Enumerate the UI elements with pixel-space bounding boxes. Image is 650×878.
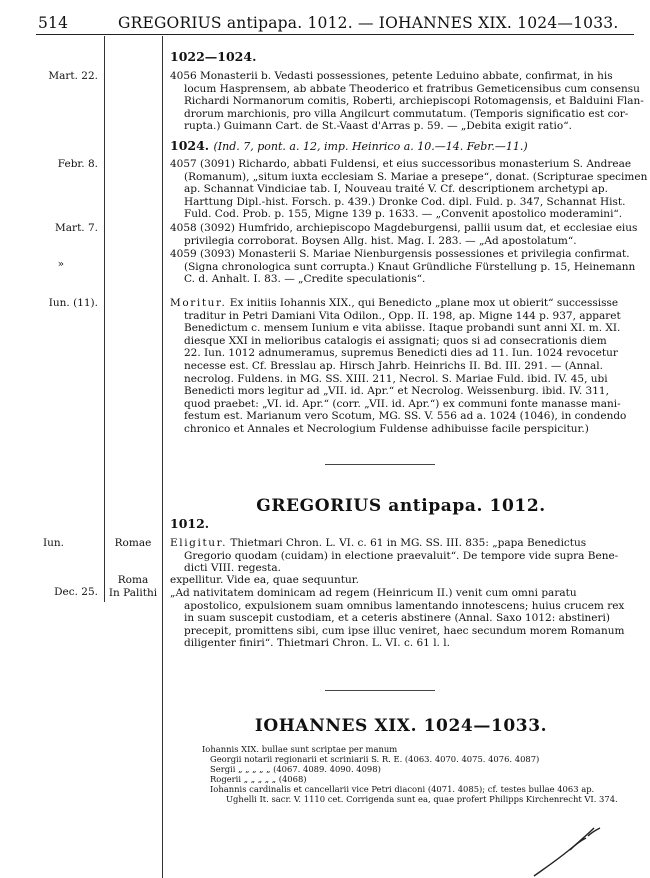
year-heading-1024: 1024. (Ind. 7, pont. a. 12, imp. Heinrico a. 10.—14. Febr.—11.) [170, 138, 528, 153]
column-rule-left [104, 36, 105, 602]
date-mart-22: Mart. 22. [48, 70, 98, 82]
header-rule [36, 34, 634, 35]
bulls-line-3: Sergii „ „ „ „ „ (4067. 4089. 4090. 4098) [210, 764, 381, 774]
entry-4059: 4059 (3093) Monasterii S. Mariae Nienburgensis possessiones et privilegia confirmat. (Signa chronologica sunt corrupta.) Knaut Gründliche Fürstellung p. 15, Heinemann C. d. Anhalt. I. 83. — „Credite speculationis“. [170, 248, 636, 286]
bulls-line-4: Rogerii „ „ „ „ „ (4068) [210, 774, 307, 784]
entry-eligitur: Eligitur. Thietmari Chron. L. VI. c. 61 in MG. SS. III. 835: „papa Benedictus Gregorio quodam (cuidam) in electione praevaluit“. De tempore vide supra Bene- dicti VIII. regesta. [170, 537, 619, 575]
entry-moritur: Moritur. Ex initiis Iohannis XIX., qui Benedicto „plane mox ut obierit“ successisse traditur in Petri Damiani Vita Odilon., Opp. II. 198, ap. Migne 144 p. 937, apparet Benedictum c. mensem Iunium e vita abiisse. Itaque probandi sunt anni XI. m. XI. diesque XXI in melioribus catalogis ei assignati; quos si ad consecrationis diem 22. Iun. 1012 adnumeramus, supremus Benedicti dies ad 11. Iun. 1024 revocetur necesse est. Cf. Bresslau ap. Hirsch Jahrb. Heinrichs II. Bd. III. 291. — (Annal. necrolog. Fuldens. in MG. SS. XIII. 211, Necrol. S. Mariae Fuld. ibid. IV. 45, ubi Benedicti mors legitur ad „VII. id. Apr.“ et Necrolog. Weissenburg. ibid. IV. 311, quod praebet: „VI. id. Apr.“ (corr. „VII. id. Apr.“) ex communi fonte manasse mani- festum est. Marianum vero Scotum, MG. SS. V. 556 ad a. 1024 (1046), in condendo chronico et Annales et Necrologium Fuldense adhibuisse facile perspicitur.) [170, 297, 627, 435]
bulls-line-6: Ughelli It. sacr. V. 1110 cet. Corrigenda sunt ea, quae profert Philipps Kirchenrecht VI. 374. [226, 794, 618, 804]
section-divider [325, 464, 435, 465]
section-title-iohannes: IOHANNES XIX. 1024—1033. [254, 716, 548, 736]
entry-expellitur: expellitur. Vide ea, quae sequuntur. [170, 574, 359, 586]
date-febr-8: Febr. 8. [57, 158, 98, 170]
section-title-gregorius: GREGORIUS antipapa. 1012. [256, 496, 546, 516]
column-rule-right [162, 36, 163, 878]
entry-4058: 4058 (3092) Humfrido, archiepiscopo Magdeburgensi, pallii usum dat, et ecclesiae eius privilegia corroborat. Boysen Allg. hist. Mag. I. 283. — „Ad apostolatum“. [170, 222, 638, 247]
bulls-line-1: Iohannis XIX. bullae sunt scriptae per manum [202, 744, 398, 754]
date-ditto: » [57, 258, 64, 270]
date-iun-11: Iun. (11). [48, 297, 98, 309]
place-roma: Roma [117, 574, 149, 586]
entry-4057: 4057 (3091) Richardo, abbati Fuldensi, et eius successoribus monasterium S. Andreae (Romanum), „situm iuxta ecclesiam S. Mariae a presepe“, donat. (Scripturae specimen ap. Schannat Vindiciae tab. I, Nouveau traité V. Cf. descriptionem archetypi ap. Harttung Dipl.-hist. Forsch. p. 439.) Dronke Cod. dipl. Fuld. p. 347, Schannat Hist. Fuld. Cod. Prob. p. 155, Migne 139 p. 1633. — „Convenit apostolico moderamini“. [170, 158, 648, 221]
year-heading-1012: 1012. [170, 516, 210, 531]
date-dec-25: Dec. 25. [54, 586, 98, 598]
entry-natal: „Ad nativitatem dominicam ad regem (Heinricum II.) venit cum omni paratu apostolico, expulsionem suam omnibus lamentando innotescens; huius crucem rex in suam suscepit custodiam, et a ceteris abstinere (Annal. Saxo 1012: abstineri) precepit, promittens sibi, cum ipse illuc veniret, haec secundum morem Romanum diligenter finiri“. Thietmari Chron. L. VI. c. 61 l. l. [170, 587, 625, 650]
year-note: (Ind. 7, pont. a. 12, imp. Heinrico a. 10.—14. Febr.—11.) [213, 140, 528, 153]
date-iun: Iun. [42, 537, 64, 549]
year-heading-1022-1024: 1022—1024. [170, 49, 257, 64]
section-divider-2 [325, 690, 435, 691]
moritur-label: Moritur. [170, 297, 227, 309]
handwritten-signature [530, 818, 610, 878]
entry-4056: 4056 Monasterii b. Vedasti possessiones, petente Leduino abbate, confirmat, in his locum Hasprensem, ab abbate Theoderico et fratribus Gemeticensibus cum consensu Richardi Normanorum comitis, Roberti, archiepiscopi Rotomagensis, et Balduini Flan- drorum marchionis, pro villa Angilcurt commutatum. (Temporis significatio est cor- rupta.) Guimann Cart. de St.-Vaast d'Arras p. 59. — „Debita exigit ratio“. [170, 70, 644, 133]
bulls-line-2: Georgii notarii regionarii et scriniarii S. R. E. (4063. 4070. 4075. 4076. 4087) [210, 754, 540, 764]
date-mart-7: Mart. 7. [55, 222, 98, 234]
bulls-line-5: Iohannis cardinalis et cancellarii vice Petri diaconi (4071. 4085); cf. testes bullae 4063 ap. [210, 784, 595, 794]
eligitur-label: Eligitur. [170, 537, 228, 549]
place-roma-palithi [106, 574, 160, 600]
page-number: 514 [38, 14, 69, 32]
running-title: GREGORIUS antipapa. 1012. — IOHANNES XIX. 1024—1033. [118, 14, 619, 32]
place-palithi: In Palithi [108, 587, 158, 599]
place-romae: Romae [114, 537, 152, 549]
running-header [38, 8, 632, 36]
